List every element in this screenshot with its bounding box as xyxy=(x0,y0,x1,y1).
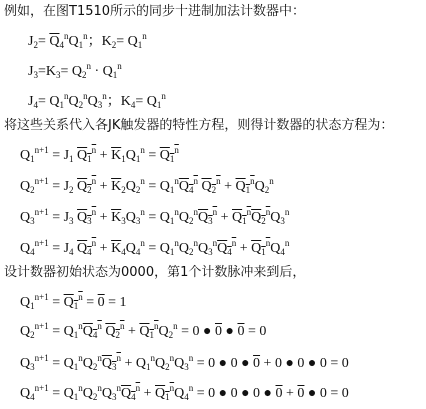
intro-text: 例如，在图T1510所示的同步十进制加法计数器中： xyxy=(4,4,306,19)
driving-eq-3: $J_4= Q_1^nQ_2^nQ_3^n$；$K_4= Q_1^n$ xyxy=(28,91,166,110)
eval-eq-4: $Q_4^{n+1} = Q_1^nQ_2^nQ_3^nQ_4^n + Q_1^nQ_4^n = 0$ ● 0 ● 0 ● 0 + 0 ● 0 = 0 xyxy=(20,383,349,402)
state-eq-3: $Q_3^{n+1} = J_3$ $Q_3^n + \overline{K}_3Q_3^n = Q_1^nQ_2^nQ_3^n + Q_1^nQ_2^nQ_3^n$ xyxy=(20,207,290,226)
eval-eq-3: $Q_3^{n+1} = Q_1^nQ_2^nQ_3^n + Q_1^nQ_2^nQ_3^n = 0$ ● 0 ● 0 + 0 ● 0 ● 0 = 0 xyxy=(20,353,349,372)
initial-state-text: 设计数器初始状态为0000，第1个计数脉冲来到后， xyxy=(4,265,306,280)
driving-eq-1: $J_2= \overline{Q}_4^nQ_1^n$；$K_2= Q_1^n$ xyxy=(28,31,147,50)
state-eq-4: $Q_4^{n+1} = J_4$ $Q_4^n + \overline{K}_4Q_4^n = Q_1^nQ_2^nQ_3^nQ_4^n + Q_1^nQ_4^n$ xyxy=(20,238,290,257)
state-eq-1: $Q_1^{n+1} = J_1$ $Q_1^n + \overline{K}_1Q_1^n = Q_1^n$ xyxy=(20,145,179,164)
eval-eq-2: $Q_2^{n+1} = Q_1^nQ_4^n$ $Q_2^n + Q_1^nQ_2^n = 0$ ● 0 ● 0 = 0 xyxy=(20,321,267,340)
transition-text: 将这些关系代入各JK触发器的特性方程，则得计数器的状态方程为： xyxy=(4,118,394,133)
driving-eq-2: $J_3=K_3= Q_2^n \cdot Q_1^n$ xyxy=(28,61,122,80)
eval-eq-1: $Q_1^{n+1} = Q_1^n = 0 = 1$ xyxy=(20,292,127,311)
state-eq-2: $Q_2^{n+1} = J_2$ $Q_2^n + \overline{K}_2Q_2^n = Q_1^nQ_4^n$ $Q_2^n + Q_1^nQ_2^n$ xyxy=(20,176,274,195)
